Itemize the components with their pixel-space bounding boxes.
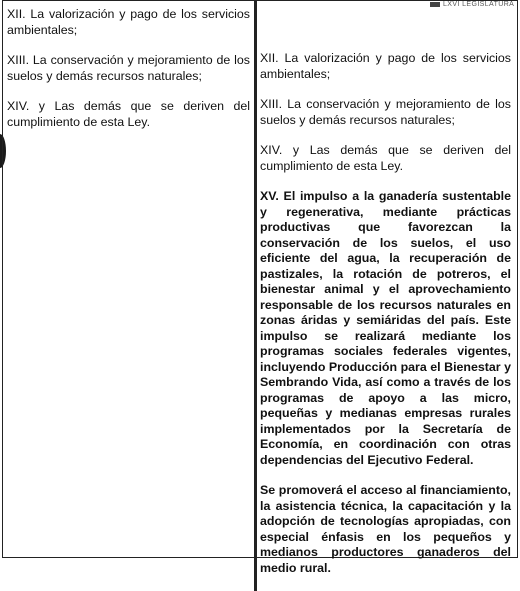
comparison-table: [2, 0, 518, 575]
fraction-xiv-current: XIV. y Las demás que se deriven del cumplimiento de esta Ley.: [7, 99, 250, 129]
fraction-xv-added: XV. El impulso a la ganadería sustentable y regenerativa, mediante prácticas productivas que favorezcan la conservación de los suelos, el uso eficiente del agua, la recuperación de pastizales, la rotación de potreros, el bienestar animal y el aprovechamiento responsable de los recursos naturales en zonas áridas y semiáridas del país. Este impulso se realizará mediante los programas sociales federales vigentes, incluyendo Producción para el Bienestar y Sembrando Vida, así como a través de los programas de apoyo a las micro, pequeñas y medianas empresas rurales implementados por la Secretaría de Economía, en coordinación con otras dependencias del Ejecutivo Federal.: [260, 189, 511, 467]
fraction-xiii-proposed: XIII. La conservación y mejoramiento de los suelos y demás recursos naturales;: [260, 97, 511, 127]
current-text-column: [3, 1, 255, 591]
fraction-xii-proposed: XII. La valorización y pago de los servicios ambientales;: [260, 51, 511, 81]
financing-paragraph-added: Se promoverá el acceso al financiamiento, la asistencia técnica, la capacitación y la adopción de tecnologías apropiadas, con especial énfasis en los pequeños y medianos productores ganaderos del medio rural.: [260, 483, 511, 575]
fraction-xiii-current: XIII. La conservación y mejoramiento de los suelos y demás recursos naturales;: [7, 53, 250, 83]
proposed-text-column: [255, 1, 517, 591]
fraction-xiv-proposed: XIV. y Las demás que se deriven del cumplimiento de esta Ley.: [260, 143, 511, 173]
fraction-xii-current: XII. La valorización y pago de los servicios ambientales;: [7, 7, 250, 37]
legislature-header-mark: LXVI LEGISLATURA: [430, 0, 518, 9]
